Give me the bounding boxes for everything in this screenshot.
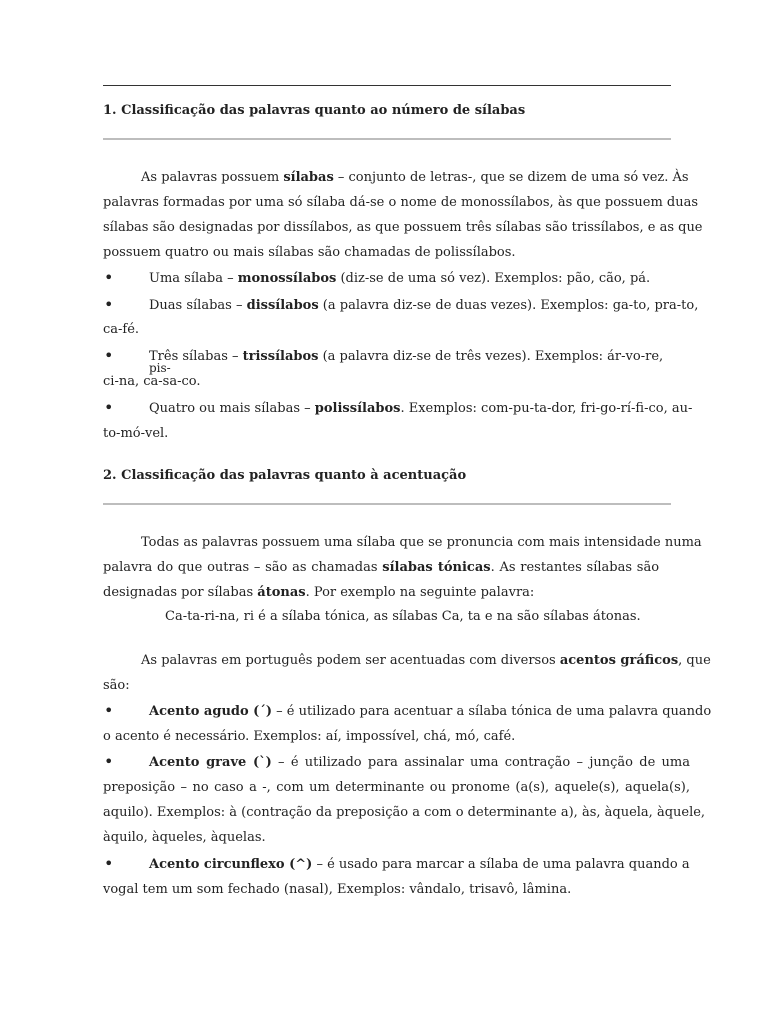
list-item: Acento agudo (´) – é utilizado para acentuar a sílaba tónica de uma palavra quando: [149, 704, 712, 719]
overlapping-fragment: pis-: [149, 361, 171, 375]
list-item-continuation: ca-fé.: [103, 322, 140, 337]
list-item: Duas sílabas – dissílabos (a palavra diz-se de duas vezes). Exemplos: ga-to, pra-to,: [149, 298, 699, 313]
list-item-continuation: to-mó-vel.: [103, 426, 169, 441]
paragraph-line: As palavras em português podem ser acentuadas com diversos acentos gráficos, que: [141, 653, 711, 668]
section-1-heading: 1. Classificação das palavras quanto ao número de sílabas: [103, 103, 526, 118]
bullet-icon: •: [104, 701, 114, 720]
example-line: Ca-ta-ri-na, ri é a sílaba tónica, as sílabas Ca, ta e na são sílabas átonas.: [165, 609, 641, 624]
bullet-icon: •: [104, 398, 114, 417]
bullet-icon: •: [104, 346, 114, 365]
list-item-continuation: aquilo). Exemplos: à (contração da preposição a com o determinante a), às, àquela, àquele,: [103, 805, 706, 820]
paragraph-line: possuem quatro ou mais sílabas são chamadas de polissílabos.: [103, 245, 516, 260]
term-acentos-graficos: acentos gráficos: [559, 653, 679, 668]
section-2-heading: 2. Classificação das palavras quanto à acentuação: [103, 468, 467, 483]
paragraph-line: sílabas são designadas por dissílabos, as que possuem três sílabas são trissílabos, e as que: [103, 220, 703, 235]
list-item: Uma sílaba – monossílabos (diz-se de uma só vez). Exemplos: pão, cão, pá.: [149, 271, 651, 286]
bullet-icon: •: [104, 752, 114, 771]
section-2-rule: [103, 503, 671, 505]
term-silabas-tonicas: sílabas tónicas: [382, 560, 491, 575]
paragraph-line: Todas as palavras possuem uma sílaba que se pronuncia com mais intensidade numa: [141, 535, 702, 550]
list-item: Acento circunflexo (^) – é usado para marcar a sílaba de uma palavra quando a: [149, 857, 690, 872]
term-atonas: átonas: [257, 585, 306, 600]
paragraph-line: são:: [103, 678, 130, 693]
list-item: Quatro ou mais sílabas – polissílabos. Exemplos: com-pu-ta-dor, fri-go-rí-fi-co, au-: [149, 401, 693, 416]
paragraph-line: As palavras possuem sílabas – conjunto de letras-, que se dizem de uma só vez. Às: [141, 170, 689, 185]
list-item: Três sílabas – trissílabos (a palavra diz-se de três vezes). Exemplos: ár-vo-re,: [149, 349, 664, 364]
list-item-continuation: vogal tem um som fechado (nasal), Exemplos: vândalo, trisavô, lâmina.: [103, 882, 572, 897]
bullet-icon: •: [104, 854, 114, 873]
list-item: Acento grave (`) – é utilizado para assinalar uma contração – junção de uma: [149, 755, 690, 770]
paragraph-line: palavra do que outras – são as chamadas sílabas tónicas. As restantes sílabas são: [103, 560, 660, 575]
bullet-icon: •: [104, 295, 114, 314]
list-item-continuation: preposição – no caso a -, com um determinante ou pronome (a(s), aquele(s), aquela(s),: [103, 780, 690, 795]
paragraph-line: designadas por sílabas átonas. Por exemplo na seguinte palavra:: [103, 585, 535, 600]
section-1-rule: [103, 138, 671, 140]
list-item-continuation: àquilo, àqueles, àquelas.: [103, 830, 266, 845]
term-silabas: sílabas: [283, 170, 334, 185]
paragraph-line: palavras formadas por uma só sílaba dá-se o nome de monossílabos, às que possuem duas: [103, 195, 699, 210]
bullet-icon: •: [104, 268, 114, 287]
list-item-continuation: o acento é necessário. Exemplos: aí, impossível, chá, mó, café.: [103, 729, 516, 744]
list-item-continuation: ci-na, ca-sa-co.: [103, 374, 201, 389]
top-rule: [103, 85, 671, 86]
